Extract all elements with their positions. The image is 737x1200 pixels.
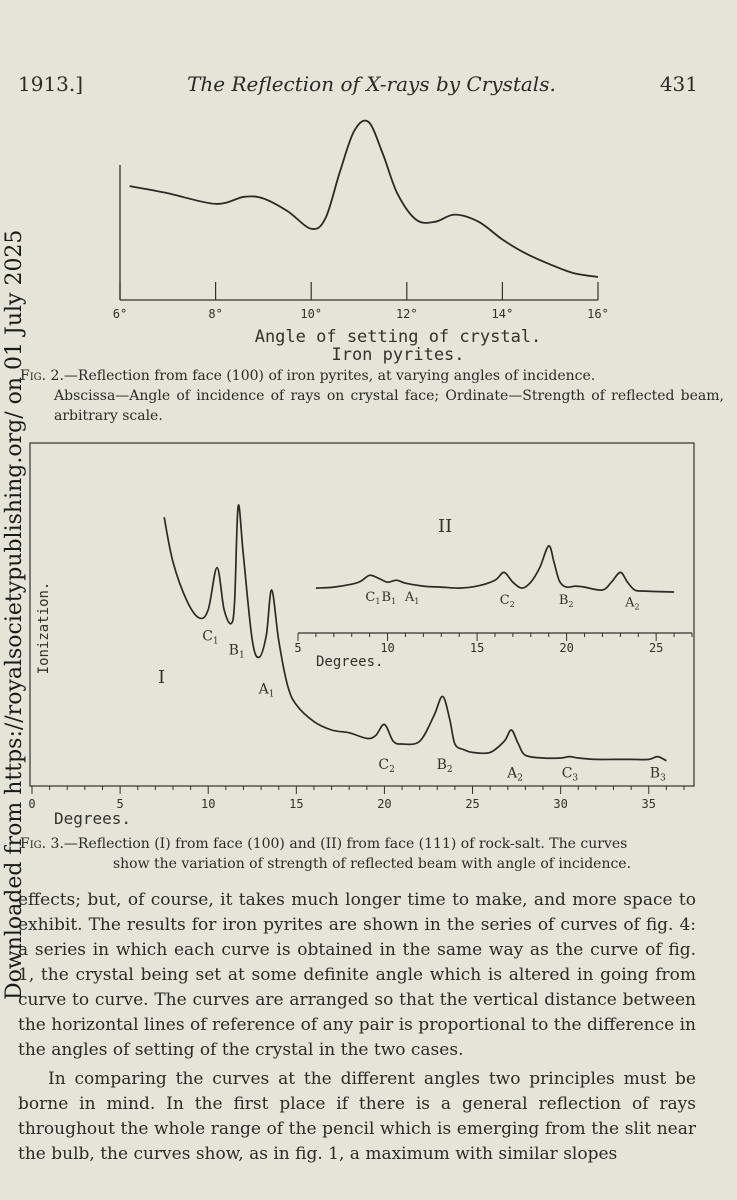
fig3-peak-label-II: $A_1$ <box>404 589 420 606</box>
fig3-peak-label-II: $B_2$ <box>558 592 574 609</box>
paragraph-1: effects; but, of course, it takes much longer time to make, and more space to exhibit. The results for iron pyrites are shown in the series of curves of fig. 4: a series in which each curve is obtained in the same way as the curve of fig. 1, the crystal being set at some definite angle which is altered in going from curve to curve. The curves are arranged so that the vertical distance between the horizontal lines of reference of any pair is proportional to the difference in the angles of setting of the crystal in the two cases. <box>18 890 696 1060</box>
fig2-tick-label: 6° <box>112 307 128 321</box>
fig2-caption-lead: Fig. 2. <box>20 368 64 384</box>
fig3-frame <box>30 443 694 786</box>
fig3-peak-label-I: $B_1$ <box>228 642 245 661</box>
fig3-tick-label: 20 <box>377 797 392 811</box>
fig2-caption <box>20 366 724 426</box>
fig3-xlabel: Degrees. <box>54 809 132 828</box>
fig3-tick-label: 30 <box>553 797 568 811</box>
fig3-inset-tick-label: 15 <box>469 641 485 655</box>
download-watermark: Downloaded from https://royalsocietypublishing.org/ on 01 July 2025 <box>2 229 27 1000</box>
fig3-caption-text: —Reflection (I) from face (100) and (II) from face (111) of rock-salt. The curves <box>63 836 628 852</box>
fig3-tick-label: 10 <box>200 797 216 811</box>
fig3-inset-tick-label: 20 <box>559 641 574 655</box>
fig3-peak-label-I: $B_2$ <box>436 757 453 776</box>
fig3-inset-tick-label: 25 <box>648 641 664 655</box>
fig3-inset-tick-label: 10 <box>380 641 395 655</box>
fig3-peak-label-II: $C_1$ <box>365 589 381 606</box>
fig3-chart <box>28 443 694 828</box>
fig3-peak-label-I: $B_3$ <box>649 765 666 784</box>
fig2-caption-text: —Reflection from face (100) of iron pyrites, at varying angles of incidence. <box>63 368 596 384</box>
fig3-peak-label-II: $C_2$ <box>499 592 515 609</box>
fig3-series-label-II: II <box>438 516 453 537</box>
fig3-peak-label-I: $A_2$ <box>507 765 523 784</box>
fig3-peak-label-II: $A_2$ <box>625 595 640 612</box>
fig3-caption-text2: show the variation of strength of reflected beam with angle of incidence. <box>112 856 632 872</box>
fig2-tick-label: 14° <box>491 307 514 321</box>
fig2-curve-line <box>130 121 598 277</box>
fig3-tick-label: 15 <box>289 797 304 811</box>
paragraph-2: In comparing the curves at the different angles two principles must be borne in mind. In the first place if there is a general reflection of rays throughout the whole range of the pencil which is emerging from the slit near the bulb, the curves show, as in fig. 1, a maximum with similar slopes <box>18 1069 696 1164</box>
fig3-peak-label-I: $A_1$ <box>258 681 275 700</box>
fig3-curve-II <box>316 546 674 592</box>
fig3-series-label-I: I <box>158 667 166 688</box>
fig3-caption <box>20 834 724 874</box>
fig3-inset-tick-label: 5 <box>294 641 302 655</box>
fig3-tick-label: 35 <box>641 797 656 811</box>
fig2-tick-label: 12° <box>395 307 418 321</box>
fig3-peak-label-II: $B_1$ <box>381 589 397 606</box>
fig3-tick-label: 0 <box>28 797 36 811</box>
fig2-tick-label: 16° <box>587 307 609 321</box>
fig3-ylabel: Ionization. <box>36 581 52 675</box>
fig2-xlabel: Angle of setting of crystal. <box>254 327 542 347</box>
fig3-caption-lead: Fig. 3. <box>20 836 64 852</box>
header-year: 1913.] <box>18 72 84 96</box>
fig2-xlabel2: Iron pyrites. <box>331 345 465 365</box>
fig2-tick-label: 10° <box>300 307 323 321</box>
fig3-inset-xlabel: Degrees. <box>316 654 384 670</box>
page-number: 431 <box>659 72 698 96</box>
fig3-peak-label-I: $C_1$ <box>202 628 219 647</box>
body-text <box>18 888 696 1167</box>
fig3-tick-label: 25 <box>465 797 480 811</box>
fig3-tick-label: 5 <box>116 797 124 811</box>
fig2-chart <box>113 121 609 365</box>
fig2-tick-label: 8° <box>208 307 223 321</box>
fig3-peak-label-I: $C_2$ <box>378 757 395 776</box>
header-title: The Reflection of X-rays by Crystals. <box>187 72 556 96</box>
fig2-caption-text2: Abscissa—Angle of incidence of rays on crystal face; Ordinate—Strength of reflected beam, arbitrary scale. <box>54 388 724 424</box>
fig3-peak-label-I: $C_3$ <box>561 765 579 784</box>
